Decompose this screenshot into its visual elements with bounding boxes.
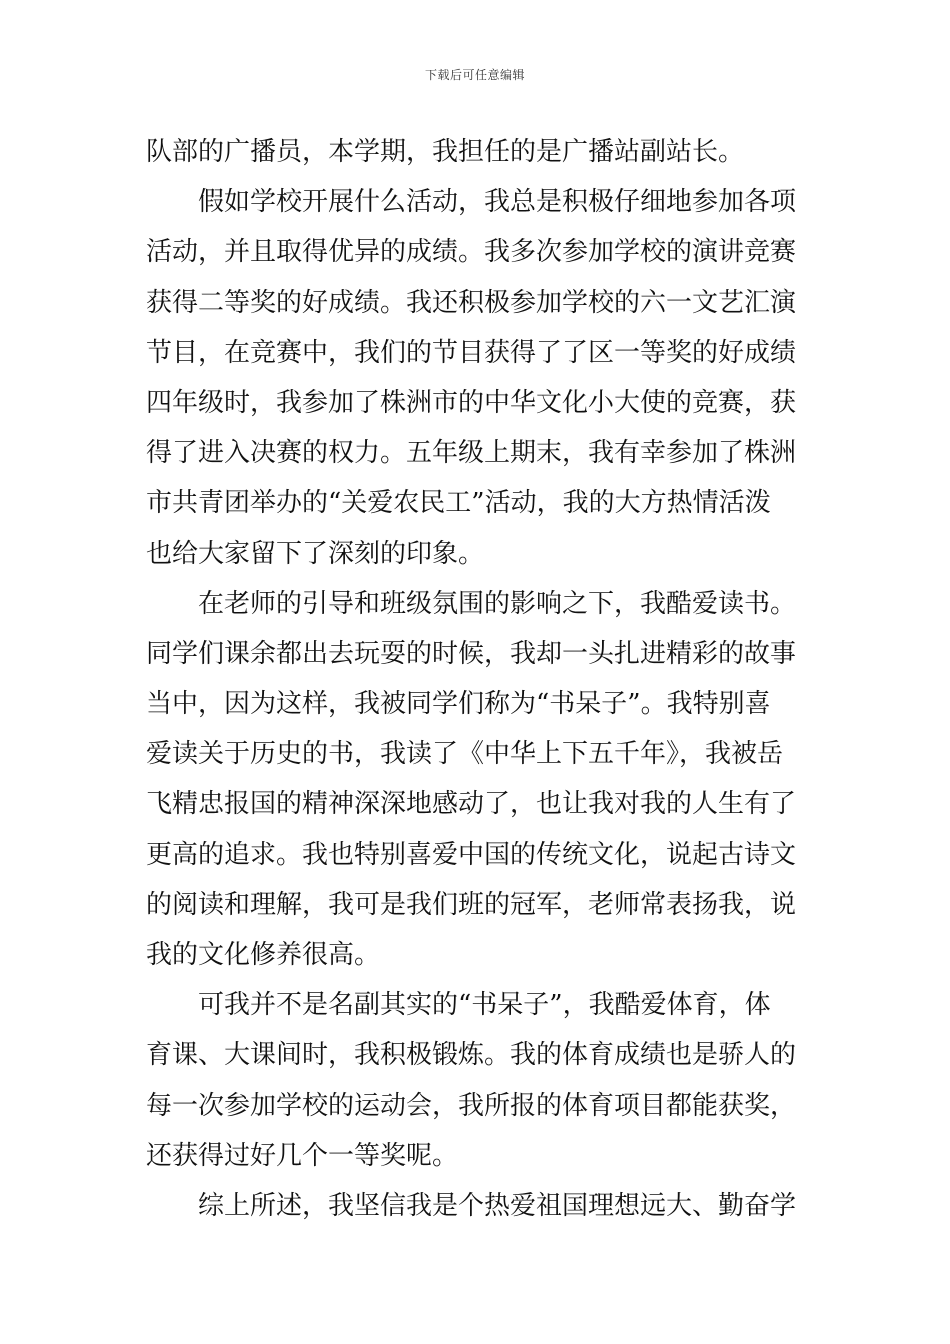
text-line: 市共青团举办的“关爱农民工”活动，我的大方热情活泼 xyxy=(146,488,771,519)
paragraph-first-line: 在老师的引导和班级氛围的影响之下，我酷爱读书。 xyxy=(198,588,797,619)
text-line: 也给大家留下了深刻的印象。 xyxy=(146,538,485,569)
paragraph-first-line: 假如学校开展什么活动，我总是积极仔细地参加各项 xyxy=(198,187,797,218)
paragraph-first-line: 可我并不是名副其实的“书呆子”，我酷爱体育，体 xyxy=(198,990,771,1021)
text-line: 飞精忠报国的精神深深地感动了，也让我对我的人生有了 xyxy=(146,789,797,820)
text-line: 获得二等奖的好成绩。我还积极参加学校的六一文艺汇演 xyxy=(146,287,797,318)
text-line: 我的文化修养很高。 xyxy=(146,940,381,970)
text-line: 的阅读和理解，我可是我们班的冠军，老师常表扬我，说 xyxy=(146,889,797,920)
text-line: 同学们课余都出去玩耍的时候，我却一头扎进精彩的故事 xyxy=(146,638,797,669)
text-line: 节目，在竞赛中，我们的节目获得了了区一等奖的好成绩 xyxy=(146,337,797,368)
text-line: 育课、大课间时，我积极锻炼。我的体育成绩也是骄人的 xyxy=(146,1040,797,1071)
text-line: 还获得过好几个一等奖呢。 xyxy=(146,1140,459,1171)
page-header: 下载后可任意编辑 xyxy=(424,68,525,82)
document-body xyxy=(146,127,808,1231)
text-line: 队部的广播员，本学期，我担任的是广播站副站长。 xyxy=(146,137,745,167)
text-line: 当中，因为这样，我被同学们称为“书呆子”。我特别喜 xyxy=(146,689,771,720)
text-line: 每一次参加学校的运动会，我所报的体育项目都能获奖， xyxy=(146,1090,797,1121)
text-line: 爱读关于历史的书，我读了《中华上下五千年》，我被岳 xyxy=(146,739,784,770)
text-line: 得了进入决赛的权力。五年级上期末，我有幸参加了株洲 xyxy=(146,438,797,469)
paragraph-first-line: 综上所述，我坚信我是个热爱祖国理想远大、勤奋学 xyxy=(198,1190,797,1221)
text-line: 四年级时，我参加了株洲市的中华文化小大使的竞赛，获 xyxy=(146,387,797,418)
text-line: 更高的追求。我也特别喜爱中国的传统文化，说起古诗文 xyxy=(146,839,797,870)
text-line: 活动，并且取得优异的成绩。我多次参加学校的演讲竞赛 xyxy=(146,237,797,268)
